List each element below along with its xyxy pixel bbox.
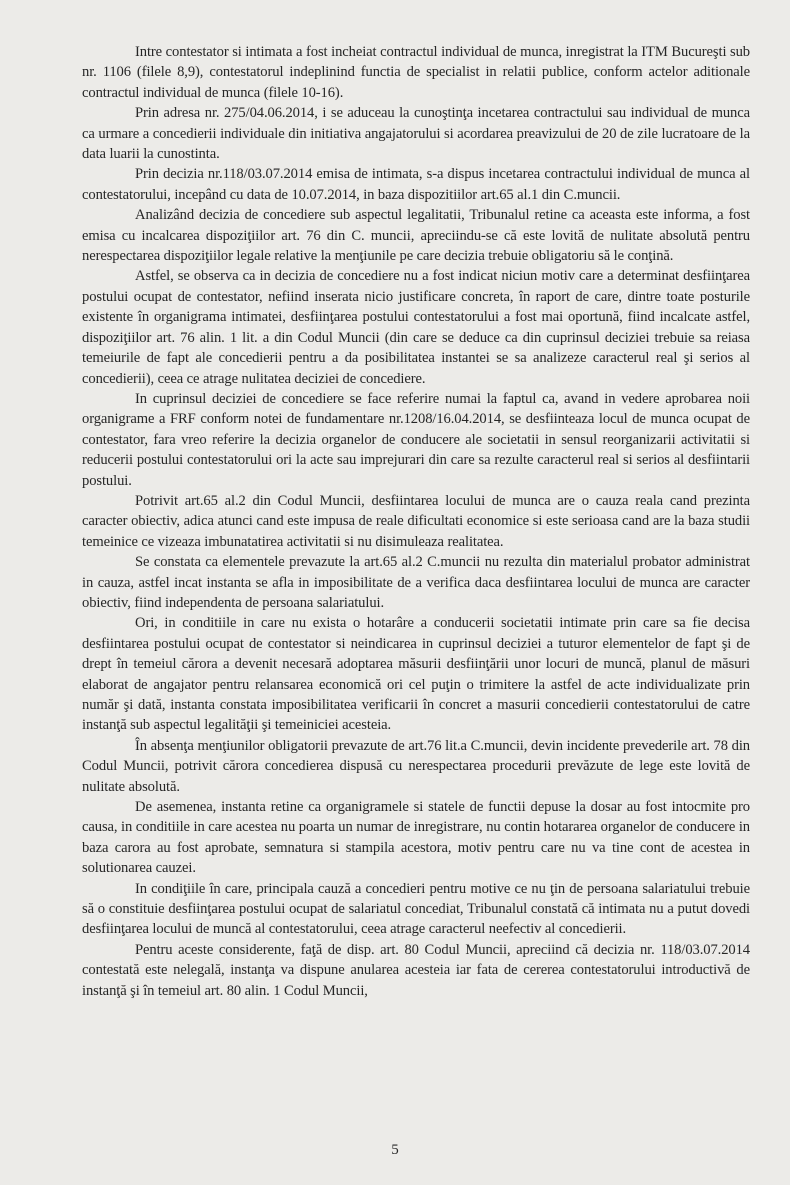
page-number: 5 bbox=[391, 1142, 399, 1158]
paragraph-9: Ori, in conditiile in care nu exista o hotarâre a conducerii societatii intimate prin care sa fie decisa desfiintarea postului ocupat de contestator si neindicarea in cuprinsul deciziei a tuturor elementelor de fapt şi de drept în temeiul cărora a devenit necesară adoptarea măsurii desfiinţării unor locuri de muncă, planul de măsuri elaborat de angajator pentru relansarea economică ori cel puţin o trimitere la astfel de acte individualizate prin număr şi dată, instanta constata imposibilitatea verificarii în concret a masurii concedierii contestatorului de catre instanţă sub aspectul legalităţii şi temeiniciei acesteia. bbox=[82, 615, 750, 734]
paragraph-8: Se constata ca elementele prevazute la art.65 al.2 C.muncii nu rezulta din materialul probator administrat in cauza, astfel incat instanta se afla in imposibilitate de a verifica daca desfiintarea locului de munca are caracter obiectiv, fiind independenta de persoana salariatului. bbox=[82, 554, 750, 611]
paragraph-11: De asemenea, instanta retine ca organigramele si statele de functii depuse la dosar au fost intocmite pro causa, in conditiile in care acestea nu poarta un numar de inregistrare, nu contin hotararea organelor de conducere in baza carora au fost aprobate, semnatura si stampila acestora, motiv pentru care nu va tine cont de acestea in solutionarea cauzei. bbox=[82, 799, 750, 877]
paragraph-3: Prin decizia nr.118/03.07.2014 emisa de intimata, s-a dispus incetarea contractului individual de munca al contestatorului, incepând cu data de 10.07.2014, in baza dispozitiilor art.65 al.1 din C.muncii. bbox=[82, 166, 750, 203]
paragraph-10: În absenţa menţiunilor obligatorii prevazute de art.76 lit.a C.muncii, devin incidente prevederile art. 78 din Codul Muncii, potrivit cărora concedierea dispusă cu nerespectarea procedurii prevăzute de lege este lovită de nulitate absolută. bbox=[82, 737, 750, 795]
paragraph-4: Analizând decizia de concediere sub aspectul legalitatii, Tribunalul retine ca aceasta este informa, a fost emisa cu incalcarea dispoziţiilor art. 76 din C. muncii, apreciindu-se că este lovită de nulitate absolută pentru nerespectarea dispoziţiilor legale relative la menţiunile pe care decizia trebuie obligatoriu să le conţină. bbox=[82, 207, 750, 265]
document-body bbox=[82, 42, 750, 1001]
paragraph-2: Prin adresa nr. 275/04.06.2014, i se aduceau la cunoştinţa incetarea contractului sau individual de munca ca urmare a concedierii individuale din initiativa angajatorului si acordarea preavizului de 20 de zile lucratoare de la data luarii la cunostinta. bbox=[82, 105, 750, 163]
paragraph-1: Intre contestator si intimata a fost incheiat contractul individual de munca, inregistrat la ITM Bucureşti sub nr. 1106 (filele 8,9), contestatorul indeplinind functia de specialist in relatii publice, conform actelor aditionale contractul individual de munca (filele 10-16). bbox=[82, 44, 750, 101]
paragraph-7: Potrivit art.65 al.2 din Codul Muncii, desfiintarea locului de munca are o cauza reala cand prezinta caracter obiectiv, adica atunci cand este impusa de reale dificultati economice si este serioasa cand are la baza studii temeinice ce vizeaza imbunatatirea activitatii si nu disimuleaza realitatea. bbox=[82, 492, 750, 550]
paragraph-13: Pentru aceste considerente, faţă de disp. art. 80 Codul Muncii, apreciind că decizia nr. 118/03.07.2014 contestată este nelegală, instanţa va dispune anularea acesteia iar fata de cererea contestatorului introductivă de instanţă şi în temeiul art. 80 alin. 1 Codul Muncii, bbox=[82, 941, 750, 999]
paragraph-12: In condiţiile în care, principala cauză a concedieri pentru motive ce nu ţin de persoana salariatului trebuie să o constituie desfiinţarea postului ocupat de salariatul concediat, Tribunalul constată că intimata nu a putut dovedi desfiinţarea locului de muncă al contestatorului, ceea atrage caracterul neefectiv al concedierii. bbox=[82, 880, 750, 938]
paragraph-6: In cuprinsul deciziei de concediere se face referire numai la faptul ca, avand in vedere aprobarea noii organigrame a FRF conform notei de fundamentare nr.1208/16.04.2014, se desfiinteaza locul de munca ocupat de contestator, fara vreo referire la decizia organelor de conducere ale societatii in sensul reorganizarii activitatii si reducerii postului contestatorului ori la acte sau imprejurari din care sa rezulte caracterul real si serios al desfiintarii postului. bbox=[82, 390, 750, 489]
paragraph-5: Astfel, se observa ca in decizia de concediere nu a fost indicat niciun motiv care a determinat desfiinţarea postului ocupat de contestator, nefiind inserata nicio justificare concreta, în raport de care, dintre toate posturile existente în organigrama intimatei, desfiinţarea postului contestatorului a fost mai oportună, fiind incalcate astfel, dispoziţiilor art. 76 alin. 1 lit. a din Codul Muncii (din care se deduce ca din cuprinsul deciziei trebuie sa reiasa temeiurile de fapt ale concedierii pentru a da posibilitatea instantei se sa analizeze caracterul real şi serios al concedierii), ceea ce atrage nulitatea deciziei de concediere. bbox=[82, 268, 750, 387]
